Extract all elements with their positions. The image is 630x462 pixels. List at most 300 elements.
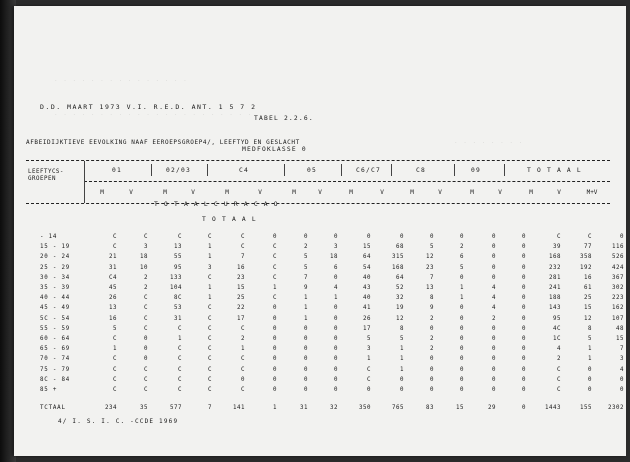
group-header-04: C4 bbox=[239, 167, 249, 174]
table-cell: C bbox=[144, 386, 148, 393]
table-cell: 9 bbox=[430, 305, 434, 312]
table-cell: 0 bbox=[304, 325, 308, 332]
table-cell: 0 bbox=[522, 234, 526, 241]
table-cell: 168 bbox=[549, 254, 561, 261]
age-group-label: 75 - 79 bbox=[40, 366, 71, 373]
table-cell: C bbox=[178, 356, 182, 363]
table-cell: C bbox=[208, 305, 212, 312]
table-cell: 16 bbox=[237, 264, 245, 271]
table-cell: 0 bbox=[334, 315, 338, 322]
table-cell: 0 bbox=[492, 376, 496, 383]
table-cell: 35 bbox=[140, 405, 148, 412]
table-cell: 40 bbox=[363, 295, 371, 302]
table-cell: 0 bbox=[367, 234, 371, 241]
table-cell: 43 bbox=[363, 285, 371, 292]
table-cell: 577 bbox=[170, 405, 182, 412]
table-cell: 0 bbox=[492, 234, 496, 241]
table-cell: 0 bbox=[522, 325, 526, 332]
table-cell: 17 bbox=[237, 315, 245, 322]
table-cell: 281 bbox=[549, 274, 561, 281]
table-cell: 0 bbox=[492, 335, 496, 342]
table-cell: 0 bbox=[334, 366, 338, 373]
table-cell: 0 bbox=[460, 335, 464, 342]
table-cell: 19 bbox=[396, 305, 404, 312]
table-cell: 12 bbox=[396, 315, 404, 322]
table-cell: C bbox=[241, 325, 245, 332]
table-cell: C bbox=[367, 366, 371, 373]
table-cell: 16 bbox=[109, 315, 117, 322]
table-cell: 2 bbox=[430, 315, 434, 322]
table-cell: 5 bbox=[588, 335, 592, 342]
table-cell: 15 bbox=[584, 305, 592, 312]
table-cell: C bbox=[208, 386, 212, 393]
table-cell: 0 bbox=[492, 264, 496, 271]
table-cell: C bbox=[208, 315, 212, 322]
column-separator bbox=[391, 164, 392, 176]
table-cell: 5 bbox=[460, 264, 464, 271]
table-cell: 0 bbox=[144, 335, 148, 342]
table-cell: 0 bbox=[460, 356, 464, 363]
table-cell: 31 bbox=[109, 264, 117, 271]
age-group-label: 35 - 39 bbox=[40, 285, 71, 292]
table-cell: 64 bbox=[363, 254, 371, 261]
group-header-total: T O T A A L bbox=[527, 167, 582, 174]
table-cell: 0 bbox=[522, 346, 526, 353]
table-cell: C bbox=[557, 386, 561, 393]
table-cell: 52 bbox=[396, 285, 404, 292]
sub-header: M+V bbox=[586, 189, 598, 196]
table-cell: 116 bbox=[612, 244, 624, 251]
bleed-through-text: . . . . . . . . bbox=[454, 138, 524, 145]
table-cell: 0 bbox=[522, 366, 526, 373]
table-cell: 5 bbox=[400, 335, 404, 342]
table-cell: 77 bbox=[584, 244, 592, 251]
table-cell: C bbox=[208, 325, 212, 332]
table-cell: 0 bbox=[273, 386, 277, 393]
table-cell: 7 bbox=[241, 254, 245, 261]
table-cell: 15 bbox=[237, 285, 245, 292]
table-row bbox=[40, 314, 624, 324]
table-cell: 23 bbox=[237, 274, 245, 281]
sub-header: V bbox=[498, 189, 502, 196]
table-cell: 0 bbox=[492, 325, 496, 332]
table-cell: 0 bbox=[588, 366, 592, 373]
age-group-label: 30 - 34 bbox=[40, 274, 71, 281]
table-cell: C bbox=[113, 376, 117, 383]
group-header-01: 01 bbox=[112, 167, 122, 174]
table-cell: 0 bbox=[334, 325, 338, 332]
table-cell: C bbox=[208, 274, 212, 281]
table-cell: 0 bbox=[400, 386, 404, 393]
table-cell: C bbox=[241, 244, 245, 251]
table-cell: 1 bbox=[208, 295, 212, 302]
table-cell: 168 bbox=[392, 264, 404, 271]
table-cell: C bbox=[144, 315, 148, 322]
table-cell: C bbox=[273, 274, 277, 281]
table-cell: 1 bbox=[273, 285, 277, 292]
table-cell: 64 bbox=[396, 274, 404, 281]
header-top-rule bbox=[26, 160, 610, 161]
table-cell: C bbox=[178, 325, 182, 332]
table-row bbox=[40, 324, 624, 334]
table-row bbox=[40, 375, 624, 385]
table-cell: 424 bbox=[612, 264, 624, 271]
table-cell: 1 bbox=[178, 335, 182, 342]
table-cell: C bbox=[557, 234, 561, 241]
table-cell: 18 bbox=[330, 254, 338, 261]
table-cell: 22 bbox=[237, 305, 245, 312]
table-cell: 0 bbox=[273, 366, 277, 373]
table-cell: 155 bbox=[580, 405, 592, 412]
table-cell: 18 bbox=[140, 254, 148, 261]
table-cell: 48 bbox=[616, 325, 624, 332]
table-cell: 5 bbox=[367, 335, 371, 342]
table-row bbox=[40, 273, 624, 283]
table-cell: C bbox=[273, 295, 277, 302]
table-cell: 8 bbox=[588, 325, 592, 332]
table-cell: 0 bbox=[304, 346, 308, 353]
table-cell: C bbox=[178, 346, 182, 353]
table-cell: C bbox=[241, 356, 245, 363]
table-cell: 192 bbox=[580, 264, 592, 271]
table-cell: 2 bbox=[144, 274, 148, 281]
table-cell: 16 bbox=[584, 274, 592, 281]
age-group-label: 55 - 59 bbox=[40, 325, 71, 332]
table-cell: 2 bbox=[144, 285, 148, 292]
table-cell: 0 bbox=[522, 405, 526, 412]
table-cell: 0 bbox=[304, 366, 308, 373]
table-cell: 61 bbox=[584, 285, 592, 292]
group-header-08: C8 bbox=[416, 167, 426, 174]
table-cell: 0 bbox=[522, 305, 526, 312]
table-cell: 41 bbox=[363, 305, 371, 312]
table-cell: 1 bbox=[460, 285, 464, 292]
column-separator bbox=[284, 164, 285, 176]
table-cell: 5 bbox=[113, 325, 117, 332]
sub-header: M bbox=[410, 189, 414, 196]
table-cell: 26 bbox=[109, 295, 117, 302]
sub-header: M bbox=[529, 189, 533, 196]
table-cell: 40 bbox=[363, 274, 371, 281]
table-cell: C bbox=[113, 386, 117, 393]
table-cell: 17 bbox=[363, 325, 371, 332]
table-cell: 1 bbox=[588, 356, 592, 363]
table-cell: 3 bbox=[620, 356, 624, 363]
table-row bbox=[40, 303, 624, 313]
table-cell: 0 bbox=[144, 356, 148, 363]
table-cell: 0 bbox=[273, 325, 277, 332]
table-row bbox=[40, 385, 624, 395]
table-cell: 0 bbox=[273, 376, 277, 383]
table-cell: C bbox=[367, 376, 371, 383]
table-cell: 0 bbox=[334, 234, 338, 241]
source-line: D.D. MAART 1973 V.I. R.E.D. ANT. 1 5 7 2 bbox=[40, 103, 257, 111]
table-cell: 0 bbox=[334, 335, 338, 342]
table-cell: 0 bbox=[273, 315, 277, 322]
table-cell: 8 bbox=[400, 325, 404, 332]
table-title: AFBEIDIJKTIEVE EEVOLKING NAAF EEROEPSGROEP4/, LEEFTYD EN GESLACHT bbox=[26, 139, 300, 146]
table-cell: C bbox=[113, 366, 117, 373]
table-cell: 1 bbox=[208, 244, 212, 251]
table-cell: 1 bbox=[334, 295, 338, 302]
table-cell: 39 bbox=[553, 244, 561, 251]
total-label: TCTAAL bbox=[40, 405, 66, 412]
age-group-header-sub: GROEPEN bbox=[28, 176, 56, 182]
age-group-label: 45 - 49 bbox=[40, 305, 71, 312]
table-cell: 54 bbox=[363, 264, 371, 271]
table-number: TABEL 2.2.6. bbox=[254, 115, 314, 122]
table-cell: 0 bbox=[273, 346, 277, 353]
table-cell: C bbox=[557, 376, 561, 383]
table-cell: 1 bbox=[208, 285, 212, 292]
table-cell: C bbox=[273, 264, 277, 271]
sub-header: V bbox=[438, 189, 442, 196]
table-cell: 0 bbox=[334, 305, 338, 312]
table-cell: 0 bbox=[460, 305, 464, 312]
table-cell: 31 bbox=[300, 405, 308, 412]
table-cell: C bbox=[144, 325, 148, 332]
group-header-06-07: C6/C7 bbox=[356, 167, 381, 174]
table-cell: 0 bbox=[522, 295, 526, 302]
table-cell: 10 bbox=[140, 264, 148, 271]
table-cell: 1C bbox=[553, 335, 561, 342]
table-cell: 0 bbox=[522, 386, 526, 393]
table-cell: 29 bbox=[488, 405, 496, 412]
table-row bbox=[40, 293, 624, 303]
table-cell: C bbox=[178, 386, 182, 393]
bleed-through-text: . . . . . . . . . . . . . . . . . . . . . . bbox=[54, 110, 253, 117]
table-cell: 0 bbox=[304, 376, 308, 383]
table-cell: 0 bbox=[367, 386, 371, 393]
table-cell: 0 bbox=[273, 335, 277, 342]
header-mid-rule bbox=[84, 181, 610, 182]
total-row bbox=[40, 395, 624, 413]
table-cell: 104 bbox=[170, 285, 182, 292]
table-cell: 0 bbox=[522, 315, 526, 322]
table-cell: 0 bbox=[588, 386, 592, 393]
sub-header: M bbox=[100, 189, 104, 196]
table-cell: 4 bbox=[492, 305, 496, 312]
table-cell: 2 bbox=[241, 335, 245, 342]
sub-header: V bbox=[380, 189, 384, 196]
table-cell: C4 bbox=[109, 274, 117, 281]
table-subtitle: MEDFOKLASSE 0 bbox=[242, 146, 307, 153]
table-cell: 0 bbox=[144, 346, 148, 353]
table-cell: 5 bbox=[304, 254, 308, 261]
table-cell: 0 bbox=[304, 386, 308, 393]
age-group-label: 65 - 69 bbox=[40, 346, 71, 353]
table-cell: 4 bbox=[334, 285, 338, 292]
data-table bbox=[40, 232, 624, 413]
section-block: T O T A A L bbox=[202, 216, 257, 223]
table-cell: 232 bbox=[549, 264, 561, 271]
table-row bbox=[40, 283, 624, 293]
table-cell: 1 bbox=[273, 405, 277, 412]
table-cell: 0 bbox=[588, 376, 592, 383]
table-cell: 0 bbox=[620, 376, 624, 383]
table-cell: C bbox=[208, 366, 212, 373]
age-group-label: 20 - 24 bbox=[40, 254, 71, 261]
table-cell: 0 bbox=[492, 366, 496, 373]
table-cell: 234 bbox=[105, 405, 117, 412]
table-cell: 45 bbox=[109, 285, 117, 292]
table-cell: 3 bbox=[208, 264, 212, 271]
table-row bbox=[40, 232, 624, 242]
table-cell: 0 bbox=[430, 376, 434, 383]
footnote: 4/ I. S. I. C. -CCDE 1969 bbox=[58, 418, 179, 425]
table-cell: 7 bbox=[304, 274, 308, 281]
group-header-05: 05 bbox=[307, 167, 317, 174]
table-cell: C bbox=[178, 366, 182, 373]
table-cell: 26 bbox=[363, 315, 371, 322]
age-group-label: 5C - 54 bbox=[40, 315, 71, 322]
age-group-label: 85 + bbox=[40, 386, 58, 393]
table-cell: 0 bbox=[492, 356, 496, 363]
table-cell: 0 bbox=[460, 315, 464, 322]
column-separator bbox=[504, 164, 505, 176]
table-row bbox=[40, 364, 624, 374]
table-cell: 367 bbox=[612, 274, 624, 281]
table-cell: 1 bbox=[304, 295, 308, 302]
table-row bbox=[40, 263, 624, 273]
table-cell: 13 bbox=[109, 305, 117, 312]
table-cell: 0 bbox=[273, 305, 277, 312]
table-cell: 141 bbox=[233, 405, 245, 412]
table-cell: 3 bbox=[367, 346, 371, 353]
table-cell: 1 bbox=[400, 356, 404, 363]
table-cell: 53 bbox=[174, 305, 182, 312]
column-separator bbox=[341, 164, 342, 176]
table-cell: 0 bbox=[522, 285, 526, 292]
table-cell: C bbox=[144, 366, 148, 373]
group-header-09: 09 bbox=[471, 167, 481, 174]
table-cell: C bbox=[178, 234, 182, 241]
table-cell: 0 bbox=[522, 244, 526, 251]
table-cell: 302 bbox=[612, 285, 624, 292]
table-cell: 0 bbox=[334, 274, 338, 281]
table-cell: 9 bbox=[304, 285, 308, 292]
table-cell: 0 bbox=[430, 366, 434, 373]
table-cell: 133 bbox=[170, 274, 182, 281]
table-cell: 4 bbox=[557, 346, 561, 353]
table-cell: 0 bbox=[492, 346, 496, 353]
table-cell: 55 bbox=[174, 254, 182, 261]
table-cell: 13 bbox=[174, 244, 182, 251]
table-cell: 5 bbox=[304, 264, 308, 271]
table-cell: 1 bbox=[400, 366, 404, 373]
table-cell: 0 bbox=[304, 335, 308, 342]
table-cell: 3 bbox=[144, 244, 148, 251]
table-cell: 107 bbox=[612, 315, 624, 322]
table-cell: 0 bbox=[460, 325, 464, 332]
table-cell: 0 bbox=[304, 356, 308, 363]
table-cell: 0 bbox=[334, 346, 338, 353]
table-cell: 1 bbox=[367, 356, 371, 363]
table-cell: 0 bbox=[400, 234, 404, 241]
sub-header: V bbox=[258, 189, 262, 196]
column-separator bbox=[207, 164, 208, 176]
table-cell: 315 bbox=[392, 254, 404, 261]
table-cell: 2 bbox=[460, 244, 464, 251]
table-cell: 0 bbox=[460, 366, 464, 373]
table-cell: 2 bbox=[492, 315, 496, 322]
table-row bbox=[40, 242, 624, 252]
table-cell: 6 bbox=[460, 254, 464, 261]
table-cell: 0 bbox=[522, 335, 526, 342]
table-cell: 0 bbox=[492, 386, 496, 393]
table-cell: 13 bbox=[426, 285, 434, 292]
sub-header: M bbox=[163, 189, 167, 196]
table-cell: 5 bbox=[430, 244, 434, 251]
table-cell: 0 bbox=[334, 356, 338, 363]
table-cell: C bbox=[208, 376, 212, 383]
table-cell: 0 bbox=[273, 356, 277, 363]
table-cell: 68 bbox=[396, 244, 404, 251]
table-cell: 0 bbox=[334, 376, 338, 383]
table-cell: 0 bbox=[460, 234, 464, 241]
sub-header: V bbox=[191, 189, 195, 196]
table-cell: 12 bbox=[426, 254, 434, 261]
table-cell: 0 bbox=[460, 386, 464, 393]
age-group-label: 8C - 84 bbox=[40, 376, 71, 383]
group-header-02-03: 02/03 bbox=[166, 167, 191, 174]
table-cell: 1 bbox=[304, 315, 308, 322]
table-cell: 0 bbox=[620, 386, 624, 393]
table-cell: C bbox=[144, 295, 148, 302]
sub-header: V bbox=[129, 189, 133, 196]
bleed-through-text: . . . . . . . . . . . . . . . bbox=[54, 76, 188, 83]
table-cell: 0 bbox=[522, 254, 526, 261]
table-cell: 15 bbox=[456, 405, 464, 412]
table-cell: 1 bbox=[113, 346, 117, 353]
table-cell: 0 bbox=[241, 376, 245, 383]
age-group-label: 15 - 19 bbox=[40, 244, 71, 251]
table-cell: C bbox=[113, 244, 117, 251]
table-cell: 25 bbox=[584, 295, 592, 302]
sub-header: M bbox=[470, 189, 474, 196]
sub-header: M bbox=[225, 189, 229, 196]
table-cell: C bbox=[241, 366, 245, 373]
sub-header: V bbox=[318, 189, 322, 196]
table-cell: 32 bbox=[330, 405, 338, 412]
table-cell: 0 bbox=[400, 376, 404, 383]
table-cell: 2 bbox=[304, 244, 308, 251]
table-cell: 7 bbox=[430, 274, 434, 281]
table-cell: 0 bbox=[522, 356, 526, 363]
table-cell: 4 bbox=[620, 366, 624, 373]
table-cell: 1443 bbox=[545, 405, 561, 412]
table-cell: 188 bbox=[549, 295, 561, 302]
table-cell: C bbox=[144, 234, 148, 241]
table-row bbox=[40, 334, 624, 344]
table-cell: 241 bbox=[549, 285, 561, 292]
age-group-header: LEEFTYCS- bbox=[28, 169, 64, 175]
table-cell: 31 bbox=[174, 315, 182, 322]
section-region: T O T A A L C U R A C A O bbox=[154, 201, 279, 208]
table-cell: 0 bbox=[492, 274, 496, 281]
column-separator bbox=[454, 164, 455, 176]
age-group-label: 40 - 44 bbox=[40, 295, 71, 302]
age-group-label: 60 - 64 bbox=[40, 335, 71, 342]
table-cell: 143 bbox=[549, 305, 561, 312]
table-cell: 2 bbox=[557, 356, 561, 363]
table-cell: 32 bbox=[396, 295, 404, 302]
table-cell: 95 bbox=[174, 264, 182, 271]
table-cell: 0 bbox=[522, 264, 526, 271]
table-cell: C bbox=[208, 356, 212, 363]
table-cell: 0 bbox=[460, 274, 464, 281]
table-cell: 23 bbox=[426, 264, 434, 271]
